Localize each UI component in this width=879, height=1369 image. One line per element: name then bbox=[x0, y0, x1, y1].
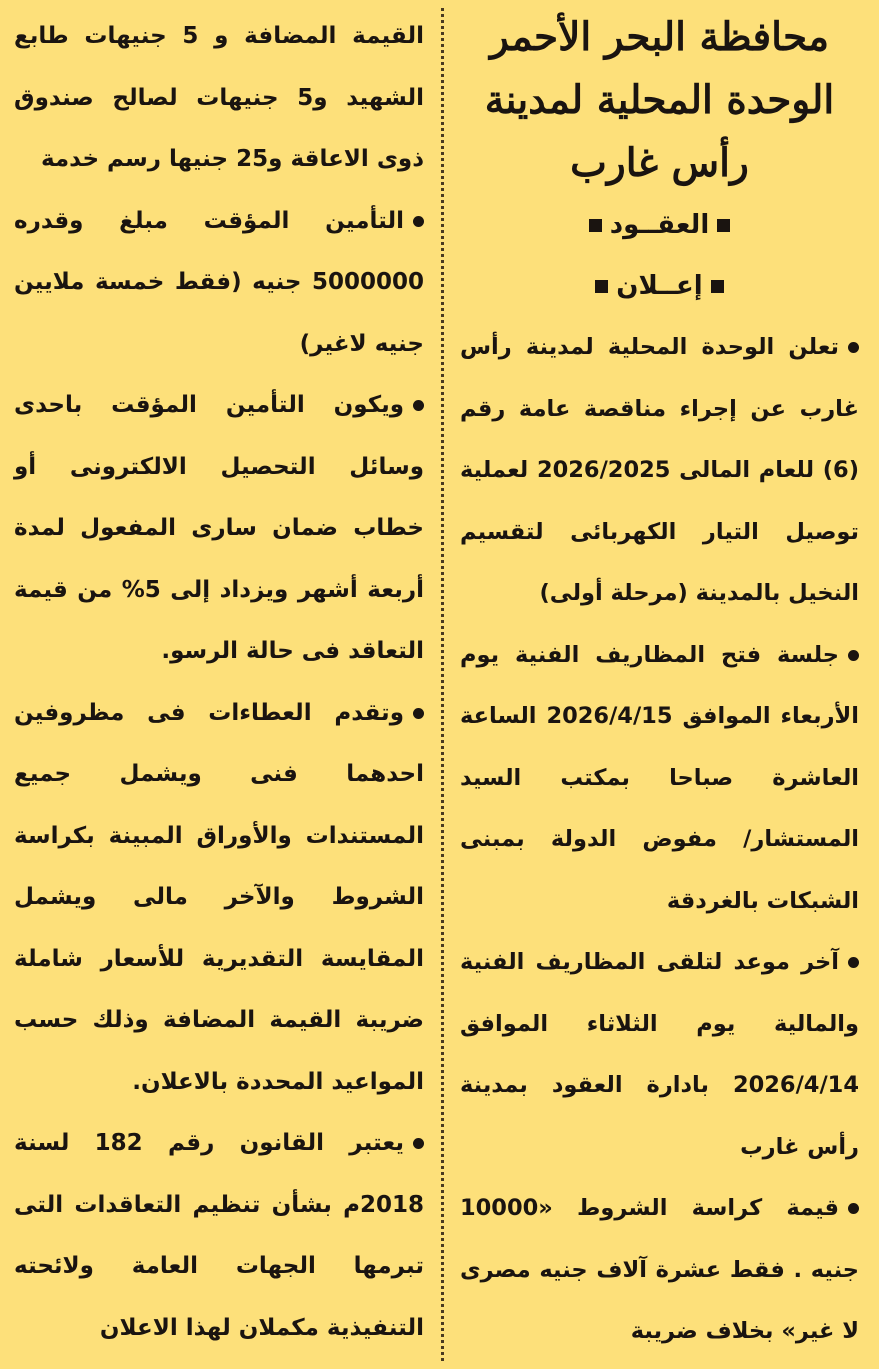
bullet-icon bbox=[848, 957, 859, 968]
right-column bbox=[448, 0, 879, 1369]
title-line-2: الوحدة المحلية لمدينة bbox=[484, 77, 835, 123]
announcement-text: تعلن الوحدة المحلية لمدينة رأس غارب عن إجراء مناقصة عامة رقم (6) للعام المالى 2026/2025 لعملية توصيل التيار الكهربائى لتقسيم النخيل بالمدينة (مرحلة أولى) bbox=[460, 334, 859, 606]
bullet-icon bbox=[413, 216, 424, 227]
insurance-amount-paragraph bbox=[14, 191, 424, 376]
law-reference-text: يعتبر القانون رقم 182 لسنة 2018م بشأن تنظيم التعاقدات التى تبرمها الجهات العامة ولائحته التنفيذية مكملان لهذا الاعلان bbox=[14, 1130, 424, 1341]
insurance-amount-text: التأمين المؤقت مبلغ وقدره 5000000 جنيه (فقط خمسة ملايين جنيه لاغير) bbox=[14, 207, 424, 357]
booklet-price-paragraph bbox=[460, 1178, 859, 1363]
bullet-icon bbox=[413, 708, 424, 719]
title-line-3: رأس غارب bbox=[570, 140, 749, 186]
bullet-icon bbox=[848, 1203, 859, 1214]
deadline-paragraph bbox=[460, 932, 859, 1178]
section-heading bbox=[460, 195, 859, 256]
column-divider bbox=[441, 8, 444, 1361]
square-bullet-icon bbox=[711, 280, 724, 293]
booklet-price-text: قيمة كراسة الشروط «10000 جنيه . فقط عشرة آلاف جنيه مصرى لا غير» بخلاف ضريبة bbox=[460, 1195, 859, 1344]
insurance-method-text: ويكون التأمين المؤقت باحدى وسائل التحصيل الالكترونى أو خطاب ضمان سارى المفعول لمدة أربعة أشهر ويزداد إلى 5% من قيمة التعاقد فى حالة الرسو. bbox=[14, 392, 424, 664]
technical-opening-paragraph bbox=[460, 625, 859, 933]
governorate-title bbox=[460, 6, 859, 195]
notice-heading bbox=[460, 256, 859, 317]
bids-submission-text: وتقدم العطاءات فى مظروفين احدهما فنى ويشمل جميع المستندات والأوراق المبينة بكراسة الشروط والآخر مالى ويشمل المقايسة التقديرية للأسعار شاملة ضريبة القيمة المضافة وذلك حسب المواعيد المحددة بالاعلان. bbox=[14, 699, 424, 1095]
square-bullet-icon bbox=[717, 219, 730, 232]
bids-submission-paragraph bbox=[14, 683, 424, 1114]
announcement-paragraph bbox=[460, 317, 859, 625]
deadline-text: آخر موعد لتلقى المظاريف الفنية والمالية يوم الثلاثاء الموافق 2026/4/14 بادارة العقود بمدينة رأس غارب bbox=[460, 949, 859, 1160]
bullet-icon bbox=[413, 400, 424, 411]
section-label: العقــود bbox=[609, 210, 710, 240]
title-line-1: محافظة البحر الأحمر bbox=[489, 14, 830, 60]
square-bullet-icon bbox=[595, 280, 608, 293]
bullet-icon bbox=[848, 342, 859, 353]
technical-opening-text: جلسة فتح المظاريف الفنية يوم الأربعاء الموافق 2026/4/15 الساعة العاشرة صباحا بمكتب السيد المستشار/ مفوض الدولة بمبنى الشبكات بالغردقة bbox=[460, 641, 859, 914]
bullet-icon bbox=[413, 1138, 424, 1149]
square-bullet-icon bbox=[589, 219, 602, 232]
law-reference-paragraph bbox=[14, 1113, 424, 1359]
bullet-icon bbox=[848, 650, 859, 661]
insurance-method-paragraph bbox=[14, 375, 424, 683]
notice-label: إعــلان bbox=[616, 271, 703, 301]
fees-continuation-paragraph: القيمة المضافة و 5 جنيهات طابع الشهيد و5 جنيهات لصالح صندوق ذوى الاعاقة و25 جنيها رسم خدمة bbox=[14, 23, 424, 172]
